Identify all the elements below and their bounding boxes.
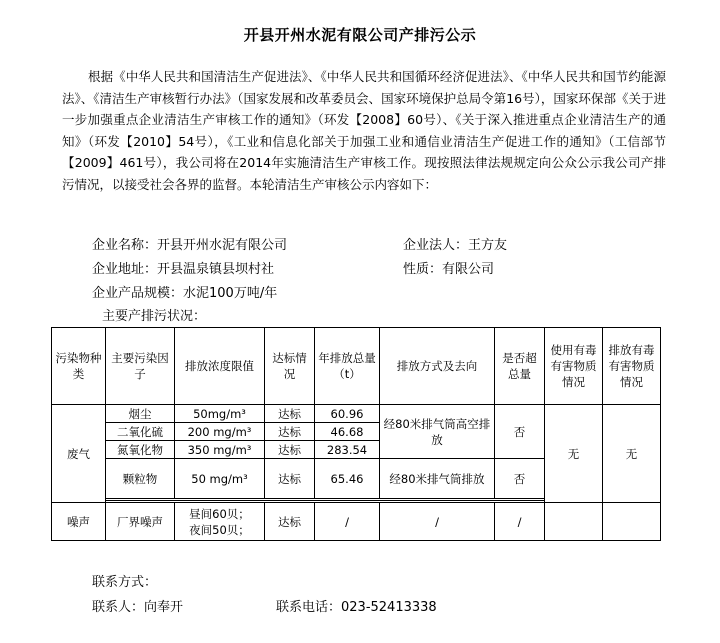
pollutant-cell: 二氧化硫 [106,423,175,441]
company-nature: 性质：有限公司 [403,262,495,277]
exceed-cell: 否 [495,405,545,459]
contact-heading: 联系方式： [92,575,158,590]
product-scale: 企业产品规模：水泥100万吨/年 [92,286,278,301]
status-cell: 达标 [265,423,315,441]
pollutant-cell: 氮氧化物 [106,441,175,459]
limit-cell [175,503,265,541]
amount-cell: / [315,503,380,541]
exceed-cell: 否 [495,459,545,499]
emission-table [51,327,661,541]
method-cell: / [380,503,495,541]
table-row [52,503,661,541]
header-pollutant: 主要污染因子 [106,328,175,405]
emit-toxic-blank [603,503,661,541]
pollutant-cell: 烟尘 [106,405,175,423]
use-toxic-blank [545,503,603,541]
amount-cell: 283.54 [315,441,380,459]
intro-paragraph: 根据《中华人民共和国清洁生产促进法》、《中华人民共和国循环经济促进法》、《中华人民共和国节约能源法》、《清洁生产审核暂行办法》（国家发展和改革委员会、国家环境保护总局令第16号），国家环保部《关于进一步加强重点企业清洁生产审核工作的通知》（环发【2008】60号）、《关于深入推进重点企业清洁生产的通知》（环发【2010】54号），《工业和信息化部关于加强工业和通信业清洁生产促进工作的通知》（工信部节【2009】461号），我公司将在2014年实施清洁生产审核工作。现按照法律法规规定向公众公示我公司产排污情况，以接受社会各界的监督。本轮清洁生产审核公示内容如下： [62,69,666,192]
section-heading: 主要产排污状况： [102,309,207,324]
header-category: 污染物种类 [52,328,106,405]
exceed-cell: / [495,503,545,541]
table-header-row [52,328,661,405]
page-title: 开县开州水泥有限公司产排污公示 [243,26,477,44]
company-name: 企业名称：开县开州水泥有限公司 [92,238,288,253]
table-row [52,405,661,423]
contact-person: 联系人：向奉开 [92,600,184,615]
limit-day: 昼间60贝； [189,506,250,521]
limit-cell: 350 mg/m³ [175,441,265,459]
status-cell: 达标 [265,459,315,499]
status-cell: 达标 [265,503,315,541]
pollutant-cell: 厂界噪声 [106,503,175,541]
amount-cell: 65.46 [315,459,380,499]
limit-night: 夜间50贝； [189,522,250,537]
company-address: 企业地址：开县温泉镇县坝村社 [92,262,275,277]
emit-toxic-cell: 无 [603,405,661,503]
amount-cell: 60.96 [315,405,380,423]
header-method: 排放方式及去向 [380,328,495,405]
limit-cell: 200 mg/m³ [175,423,265,441]
method-cell: 经80米排气筒高空排放 [380,405,495,459]
legal-representative: 企业法人：王方友 [403,238,508,253]
limit-cell: 50 mg/m³ [175,459,265,499]
category-gas: 废气 [52,405,106,503]
header-emit-toxic: 排放有毒有害物质情况 [603,328,661,405]
method-cell: 经80米排气筒排放 [380,459,495,499]
status-cell: 达标 [265,405,315,423]
use-toxic-cell: 无 [545,405,603,503]
contact-phone: 联系电话：023-52413338 [276,600,437,615]
amount-cell: 46.68 [315,423,380,441]
header-limit: 排放浓度限值 [175,328,265,405]
header-exceed: 是否超总量 [495,328,545,405]
category-noise: 噪声 [52,503,106,541]
header-amount: 年排放总量（t） [315,328,380,405]
pollutant-cell: 颗粒物 [106,459,175,499]
header-use-toxic: 使用有毒有害物质情况 [545,328,603,405]
limit-cell: 50mg/m³ [175,405,265,423]
header-status: 达标情况 [265,328,315,405]
status-cell: 达标 [265,441,315,459]
